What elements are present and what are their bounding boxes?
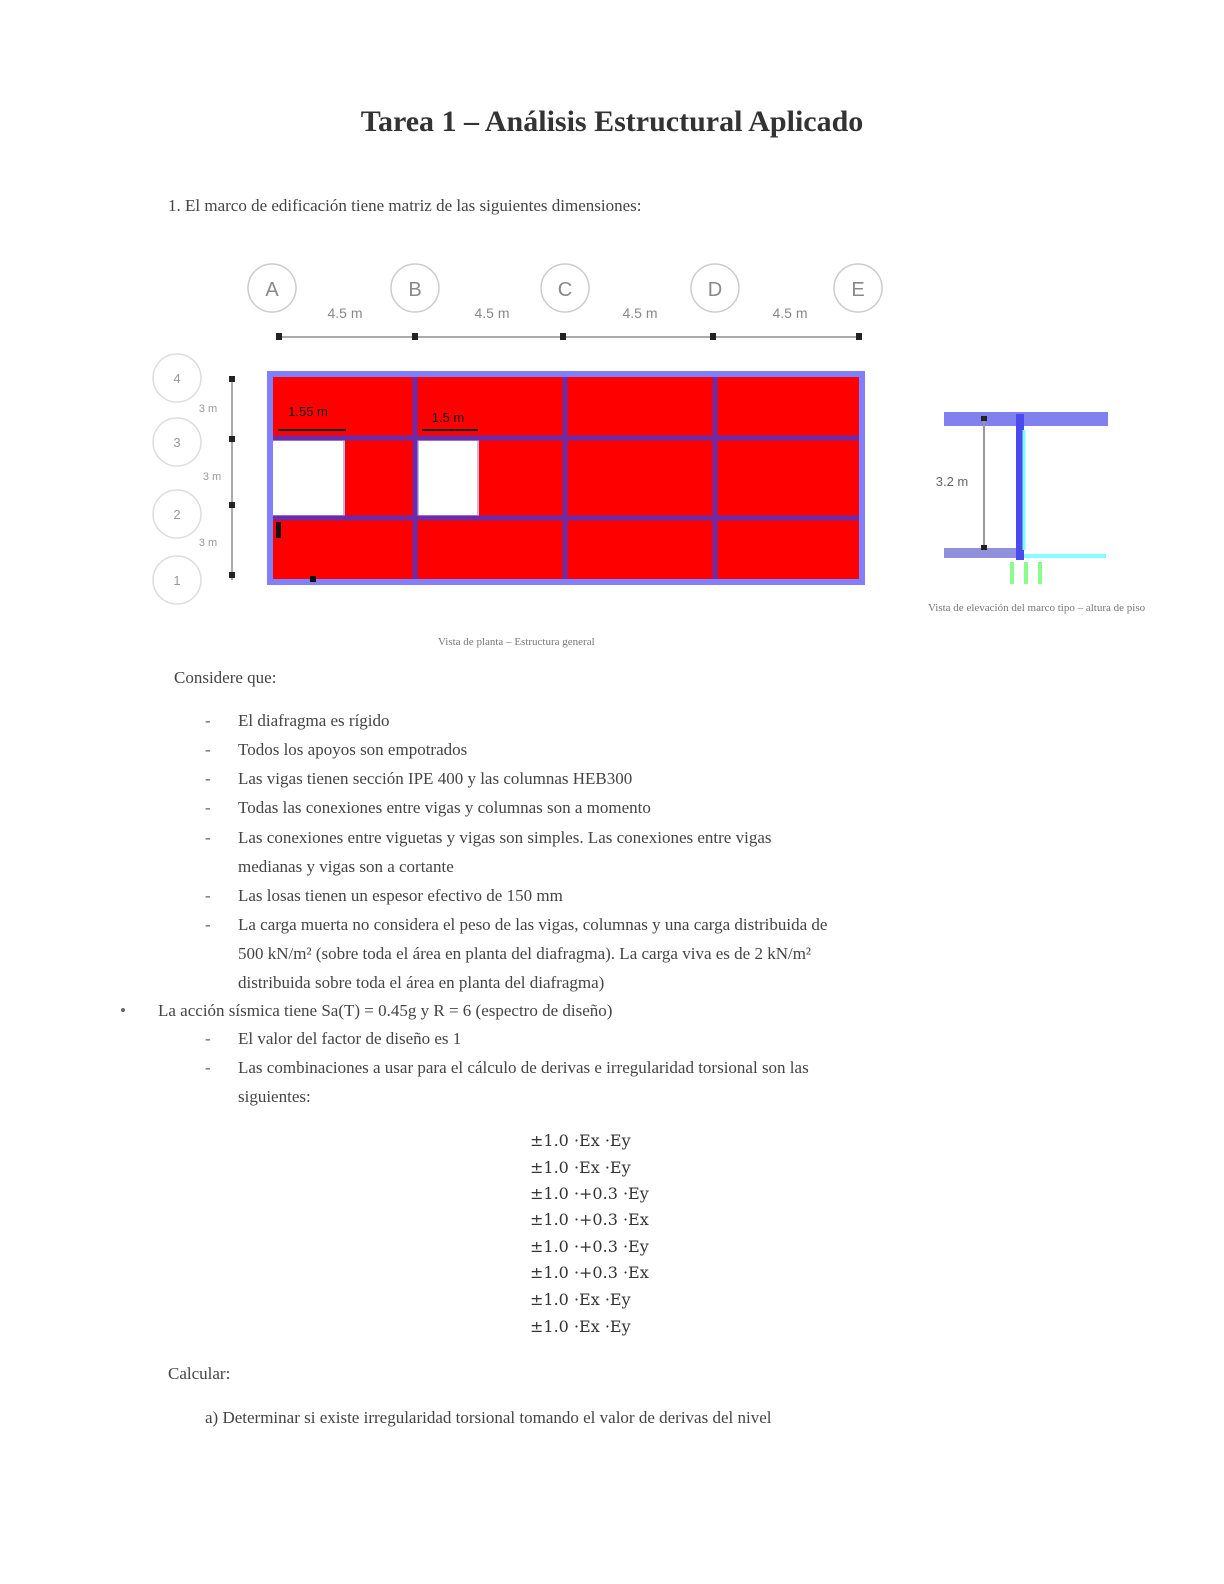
sub-bullet-1: El valor del factor de diseño es 1 bbox=[238, 1029, 462, 1048]
beam-top bbox=[944, 412, 1108, 426]
span-CD: 4.5 m bbox=[622, 305, 658, 321]
consider-heading: Considere que: bbox=[174, 668, 277, 687]
axis-number-1: 1 bbox=[173, 573, 181, 588]
sub-bullet-2-cont: siguientes: bbox=[238, 1087, 311, 1106]
fixed-support-marks bbox=[1012, 562, 1040, 584]
span-AB: 4.5 m bbox=[327, 305, 363, 321]
formula-3: ±1.0 ·+0.3 ·Ey bbox=[530, 1184, 649, 1203]
axis-letter-C: C bbox=[557, 279, 573, 301]
formula-6: ±1.0 ·+0.3 ·Ex bbox=[530, 1263, 649, 1282]
formula-1: ±1.0 ·Ex ·Ey bbox=[530, 1131, 631, 1150]
opening-1 bbox=[272, 440, 344, 516]
bullet-3: Las vigas tienen sección IPE 400 y las columnas HEB300 bbox=[238, 769, 633, 788]
bullet-2: Todos los apoyos son empotrados bbox=[238, 740, 468, 759]
bullet-7-cont-1: 500 kN/m² (sobre toda el área en planta del diafragma). La carga viva es de 2 kN/m² bbox=[238, 944, 812, 963]
axis-letter-D: D bbox=[707, 279, 723, 301]
span-DE: 4.5 m bbox=[772, 305, 808, 321]
formula-2: ±1.0 ·Ex ·Ey bbox=[530, 1158, 631, 1177]
axis-number-bubbles bbox=[153, 354, 201, 604]
seismic-line: La acción sísmica tiene Sa(T) = 0.45g y R = 6 (espectro de diseño) bbox=[158, 1001, 613, 1020]
axis-number-3: 3 bbox=[173, 435, 181, 450]
opening-dim-1: 1.55 m bbox=[288, 404, 328, 419]
opening-2 bbox=[418, 440, 478, 516]
span-y-1: 3 m bbox=[198, 403, 218, 415]
span-y-3: 3 m bbox=[198, 537, 218, 549]
elevation-diagram bbox=[920, 400, 1160, 610]
plan-diagram bbox=[140, 250, 1040, 610]
elevation-caption: Vista de elevación del marco tipo – altura de piso bbox=[928, 602, 1146, 614]
bullet-5-cont: medianas y vigas son a cortante bbox=[238, 857, 454, 876]
formula-5: ±1.0 ·+0.3 ·Ey bbox=[530, 1237, 649, 1256]
bullet-7-cont-2: distribuida sobre toda el área en planta del diafragma) bbox=[238, 973, 605, 992]
axis-number-4: 4 bbox=[173, 371, 181, 386]
bullet-5: Las conexiones entre viguetas y vigas son simples. Las conexiones entre vigas bbox=[238, 828, 772, 847]
axis-letter-E: E bbox=[851, 279, 865, 301]
bullet-6: Las losas tienen un espesor efectivo de 150 mm bbox=[238, 886, 563, 905]
span-y-2: 3 m bbox=[202, 471, 222, 483]
calc-heading: Calcular: bbox=[168, 1364, 231, 1383]
calc-item-a: a) Determinar si existe irregularidad torsional tomando el valor de derivas del nivel bbox=[205, 1408, 772, 1427]
axis-letter-B: B bbox=[408, 279, 422, 301]
formula-8: ±1.0 ·Ex ·Ey bbox=[530, 1317, 631, 1336]
span-BC: 4.5 m bbox=[474, 305, 510, 321]
elev-height: 3.2 m bbox=[935, 474, 969, 489]
axis-number-2: 2 bbox=[173, 507, 181, 522]
plan-caption: Vista de planta – Estructura general bbox=[438, 636, 595, 648]
question-1: 1. El marco de edificación tiene matriz de las siguientes dimensiones: bbox=[168, 196, 642, 215]
formula-7: ±1.0 ·Ex ·Ey bbox=[530, 1290, 631, 1309]
opening-dim-2: 1.5 m bbox=[431, 410, 465, 425]
formula-4: ±1.0 ·+0.3 ·Ex bbox=[530, 1210, 649, 1229]
axis-letter-A: A bbox=[265, 279, 279, 301]
bullet-4: Todas las conexiones entre vigas y columnas son a momento bbox=[238, 798, 651, 817]
bullet-7: La carga muerta no considera el peso de las vigas, columnas y una carga distribuida de bbox=[238, 915, 828, 934]
sub-bullet-2: Las combinaciones a usar para el cálculo de derivas e irregularidad torsional son las bbox=[238, 1058, 809, 1077]
bullet-1: El diafragma es rígido bbox=[238, 711, 390, 730]
page-title: Tarea 1 – Análisis Estructural Aplicado bbox=[360, 105, 864, 138]
